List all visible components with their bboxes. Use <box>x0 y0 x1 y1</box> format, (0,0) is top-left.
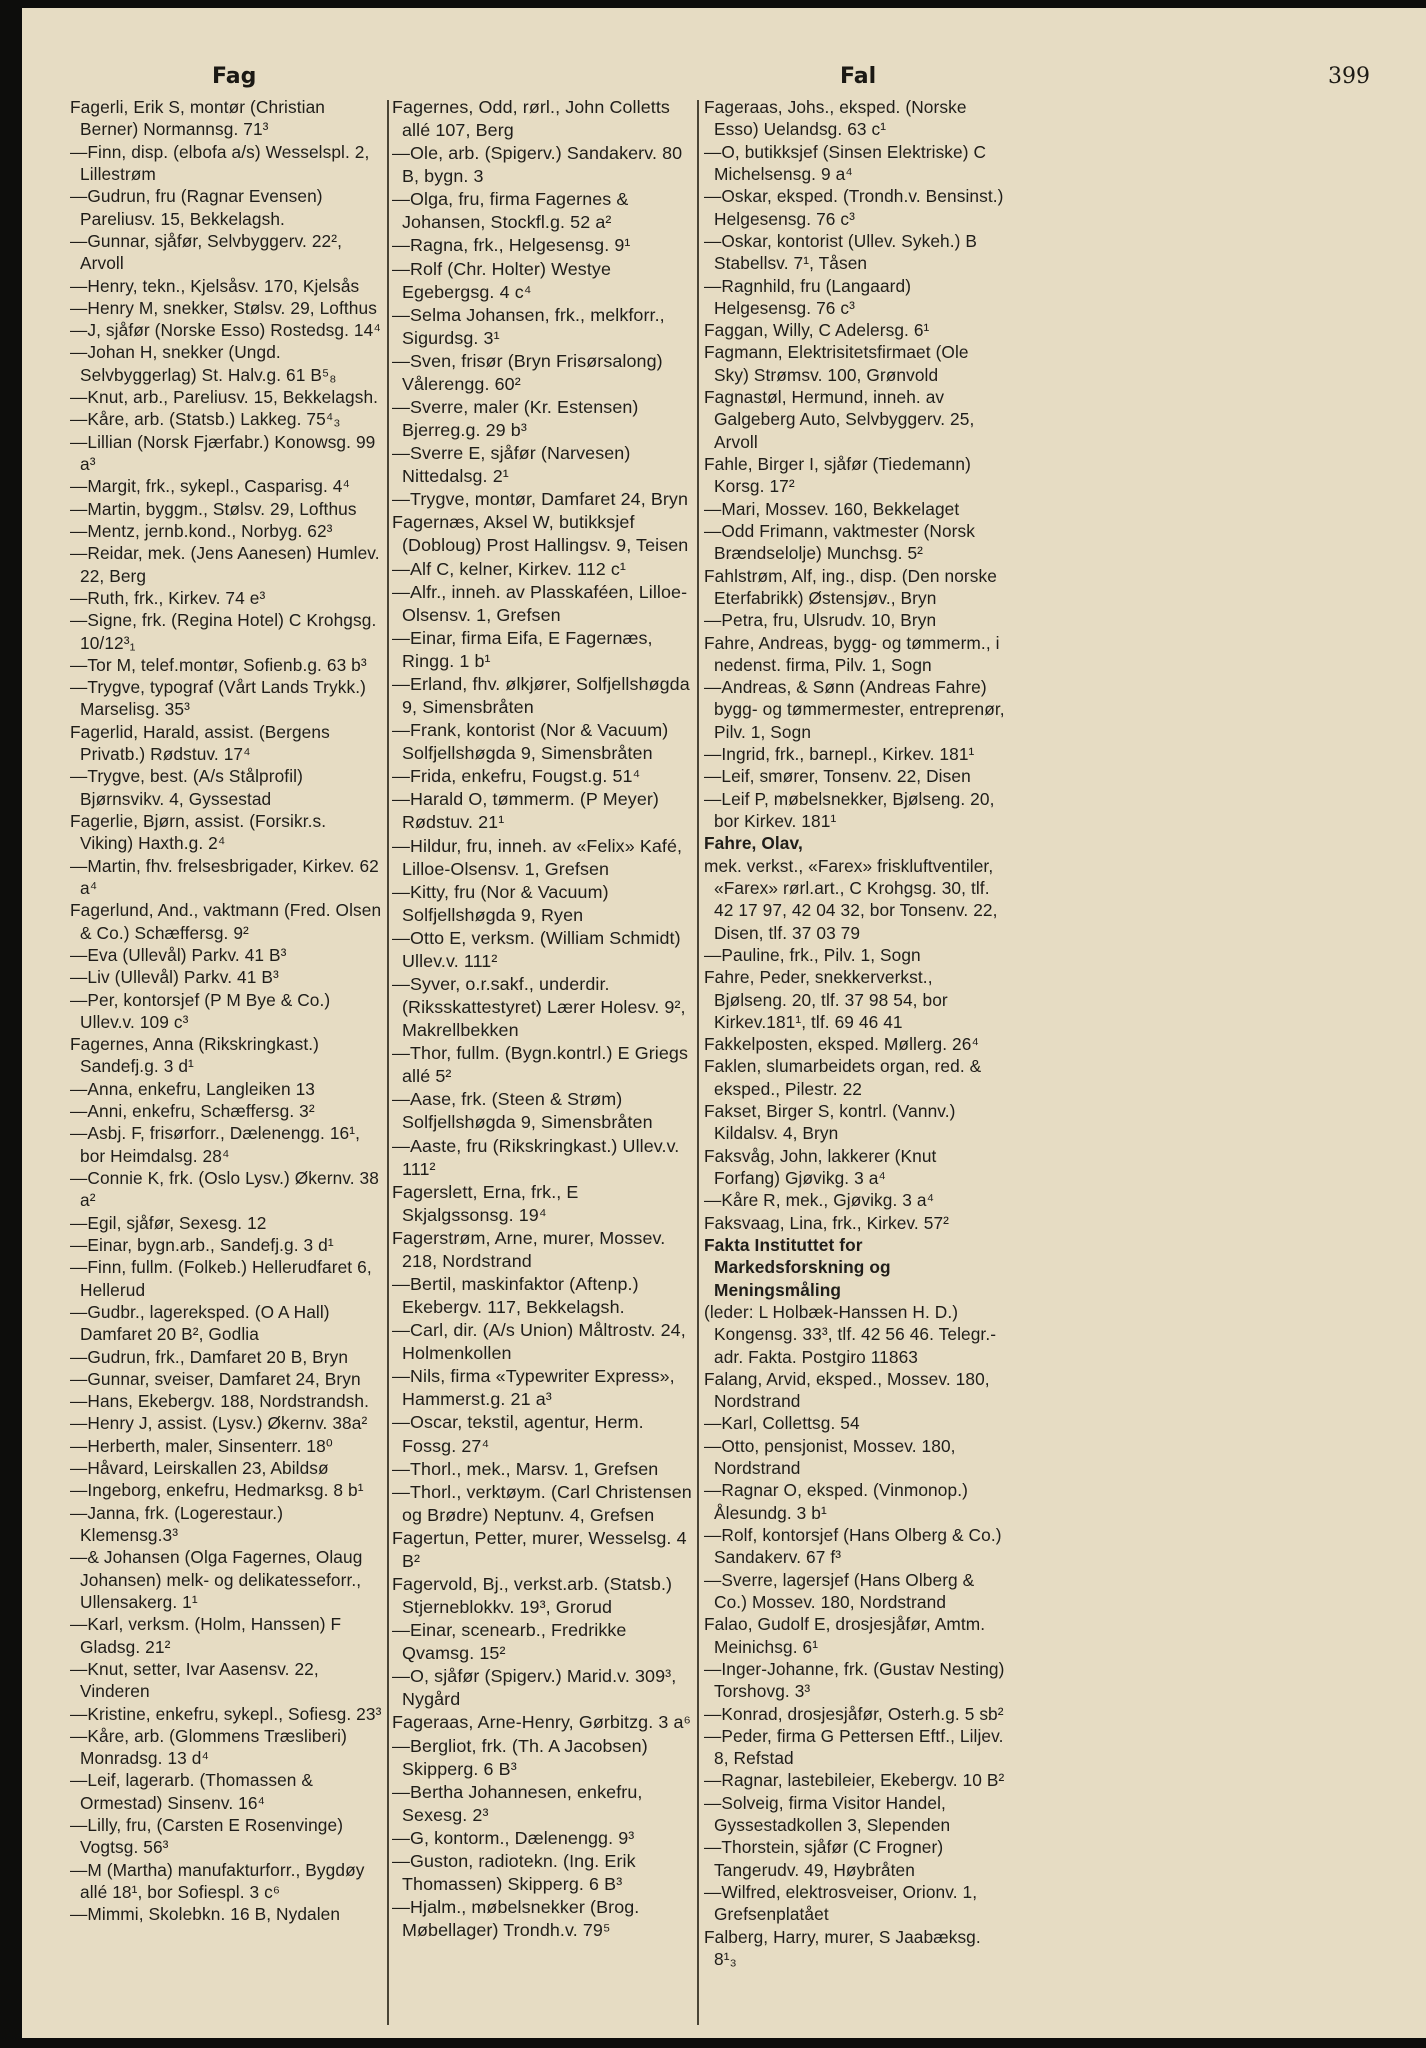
directory-entry: Fagerlid, Harald, assist. (Bergens Privatb.) Rødstuv. 17⁴ <box>70 721 335 765</box>
directory-entry: —Syver, o.r.sakf., underdir. (Riksskattestyret) Lærer Holesv. 9², Makrellbekken <box>392 973 691 1041</box>
directory-entry: —Trygve, typograf (Vårt Lands Trykk.) Marselisg. 35³ <box>70 677 371 720</box>
directory-entry: —Thorl., mek., Marsv. 1, Grefsen <box>392 1458 659 1479</box>
directory-entry: Fagerli, Erik S, montør (Christian Berner) Normannsg. 71³ <box>70 97 330 140</box>
directory-entry: Fakset, Birger S, kontrl. (Vannv.) Kildalsv. 4, Bryn <box>704 1101 961 1144</box>
directory-entry: Fagerlie, Bjørn, assist. (Forsikr.s. Viking) Haxth.g. 2⁴ <box>70 811 332 854</box>
directory-entry: Fahle, Birger I, sjåfør (Tiedemann) Korsg. 17² <box>704 454 976 497</box>
directory-entry: —Signe, frk. (Regina Hotel) C Krohgsg. 10/12³₁ <box>70 610 382 653</box>
directory-entry: —Otto, pensjonist, Mossev. 180, Nordstrand <box>704 1435 961 1479</box>
directory-entry: —Ruth, frk., Kirkev. 74 e³ <box>70 587 266 608</box>
column-divider <box>387 100 389 2025</box>
directory-entry: (leder: L Holbæk-Hanssen H. D.) Kongensg. 33³, tlf. 42 56 46. Telegr.-adr. Fakta. Postgiro 11863 <box>704 1301 997 1367</box>
directory-entry: —Thorstein, sjåfør (C Frogner) Tangerudv. 49, Høybråten <box>704 1837 948 1880</box>
directory-entry: —Per, kontorsjef (P M Bye & Co.) Ullev.v. 109 c³ <box>70 989 336 1032</box>
directory-entry: —Ole, arb. (Spigerv.) Sandakerv. 80 B, bygn. 3 <box>392 143 688 187</box>
directory-entry: —Inger-Johanne, frk. (Gustav Nesting) Torshovg. 3³ <box>704 1658 1010 1702</box>
directory-entry: —Ragnar, lastebileier, Ekebergv. 10 B² <box>704 1770 1005 1791</box>
directory-entry: —Aase, frk. (Steen & Strøm) Solfjellshøgda 9, Simensbråten <box>392 1089 653 1133</box>
directory-entry: —Otto E, verksm. (William Schmidt) Ullev.v. 111² <box>392 927 686 971</box>
directory-entry: —Liv (Ullevål) Parkv. 41 B³ <box>70 967 279 988</box>
directory-entry: —Carl, dir. (A/s Union) Måltrostv. 24, Holmenkollen <box>392 1320 691 1364</box>
directory-entry: —Finn, disp. (elbofa a/s) Wesselspl. 2, Lillestrøm <box>70 141 375 184</box>
directory-entry: —Eva (Ullevål) Parkv. 41 B³ <box>70 944 287 965</box>
directory-entry: —G, kontorm., Dælenengg. 9³ <box>392 1827 635 1848</box>
directory-entry: —Karl, verksm. (Holm, Hanssen) F Gladsg. 21² <box>70 1614 347 1657</box>
directory-entry: —& Johansen (Olga Fagernes, Olaug Johansen) melk- og delikatesseforr., Ullensakerg. 1¹ <box>70 1547 368 1612</box>
directory-entry: —Rolf (Chr. Holter) Westye Egebergsg. 4 c⁴ <box>392 258 617 302</box>
directory-entry: —Leif, smører, Tonsenv. 22, Disen <box>704 766 971 787</box>
directory-entry: —Einar, firma Eifa, E Fagernæs, Ringg. 1 b¹ <box>392 627 658 671</box>
directory-entry: Faksvåg, John, lakkerer (Knut Forfang) Gjøvikg. 3 a⁴ <box>704 1145 942 1188</box>
directory-entry: Falberg, Harry, murer, S Jaabæksg. 8¹₃ <box>704 1926 986 1969</box>
directory-entry: Faksvaag, Lina, frk., Kirkev. 57² <box>704 1212 950 1233</box>
directory-entry: Fagerlund, And., vaktmann (Fred. Olsen & Co.) Schæffersg. 9² <box>70 900 387 943</box>
directory-entry: —Bertha Johannesen, enkefru, Sexesg. 2³ <box>392 1781 648 1825</box>
directory-page <box>22 8 1426 2038</box>
directory-entry: —Johan H, snekker (Ungd. Selvbyggerlag) St. Halv.g. 61 B⁵₈ <box>70 342 337 385</box>
column-2 <box>392 96 697 1942</box>
directory-entry: —Bertil, maskinfaktor (Aftenp.) Ekebergv. 117, Bekkelagsh. <box>392 1273 644 1318</box>
directory-entry: —Lilly, fru, (Carsten E Rosenvinge) Vogtsg. 56³ <box>70 1815 348 1858</box>
directory-entry: —Erland, fhv. ølkjører, Solfjellshøgda 9, Simensbråten <box>392 673 695 718</box>
directory-entry: —Ingeborg, enkefru, Hedmarksg. 8 b¹ <box>70 1480 364 1501</box>
directory-entry: —Guston, radiotekn. (Ing. Erik Thomassen) Skipperg. 6 B³ <box>392 1850 641 1895</box>
directory-entry: —Martin, byggm., Stølsv. 29, Lofthus <box>70 498 357 519</box>
running-head-left: Fag <box>212 64 257 89</box>
directory-entry: —Gudrun, frk., Damfaret 20 B, Bryn <box>70 1346 349 1367</box>
directory-entry: —Henry M, snekker, Stølsv. 29, Lofthus <box>70 297 377 318</box>
directory-entry: —Egil, sjåfør, Sexesg. 12 <box>70 1212 267 1233</box>
directory-entry: —Aaste, fru (Rikskringkast.) Ullev.v. 111² <box>392 1135 685 1179</box>
directory-entry: —Mimmi, Skolebkn. 16 B, Nydalen <box>70 1904 341 1925</box>
directory-entry: Fahre, Andreas, bygg- og tømmerm., i nedenst. firma, Pilv. 1, Sogn <box>704 632 1005 675</box>
directory-entry: —Anni, enkefru, Schæffersg. 3² <box>70 1101 315 1122</box>
directory-entry: —Kitty, fru (Nor & Vacuum) Solfjellshøgda 9, Ryen <box>392 881 614 925</box>
directory-entry: —Hjalm., møbelsnekker (Brog. Møbellager) Trondh.v. 79⁵ <box>392 1897 645 1941</box>
directory-entry: —Olga, fru, firma Fagernes & Johansen, Stockfl.g. 52 a² <box>392 189 634 233</box>
directory-entry: —Harald O, tømmerm. (P Meyer) Rødstuv. 21¹ <box>392 789 665 833</box>
directory-entry: —Janna, frk. (Logerestaur.) Klemensg.3³ <box>70 1502 288 1545</box>
directory-entry: —Asbj. F, frisørforr., Dælenengg. 16¹, bor Heimdalsg. 28⁴ <box>70 1123 365 1166</box>
directory-entry: —Henry J, assist. (Lysv.) Økernv. 38a² <box>70 1413 368 1434</box>
directory-entry: —Gunnar, sjåfør, Selvbyggerv. 22², Arvoll <box>70 230 346 274</box>
directory-entry: —Reidar, mek. (Jens Aanesen) Humlev. 22, Berg <box>70 543 385 586</box>
directory-entry: Fakkelposten, eksped. Møllerg. 26⁴ <box>704 1034 979 1055</box>
directory-entry: —Margit, frk., sykepl., Casparisg. 4⁴ <box>70 476 351 497</box>
directory-entry: —Thorl., verktøym. (Carl Christensen og Brødre) Neptunv. 4, Grefsen <box>392 1481 697 1525</box>
directory-entry: —Knut, setter, Ivar Aasensv. 22, Vinderen <box>70 1658 324 1702</box>
directory-entry: —Selma Johansen, frk., melkforr., Sigurdsg. 3¹ <box>392 304 670 348</box>
directory-entry: —Trygve, montør, Damfaret 24, Bryn <box>392 489 689 510</box>
directory-entry: Fagertun, Petter, murer, Wesselsg. 4 B² <box>392 1527 692 1571</box>
directory-entry: Fageraas, Arne-Henry, Gørbitzg. 3 a⁶ <box>392 1712 691 1733</box>
directory-entry: —Karl, Collettsg. 54 <box>704 1413 860 1434</box>
directory-entry: —Kåre, arb. (Statsb.) Lakkeg. 75⁴₃ <box>70 409 341 430</box>
column-1 <box>70 96 387 1926</box>
directory-entry: Fagmann, Elektrisitetsfirmaet (Ole Sky) Strømsv. 100, Grønvold <box>704 342 974 385</box>
directory-entry: —Peder, firma G Pettersen Eftf., Liljev. 8, Refstad <box>704 1725 1009 1769</box>
directory-entry: Fagervold, Bj., verkst.arb. (Statsb.) Stjerneblokkv. 19³, Grorud <box>392 1574 678 1618</box>
directory-entry: —Nils, firma «Typewriter Express», Hammerst.g. 21 a³ <box>392 1366 680 1410</box>
directory-entry: —Mari, Mossev. 160, Bekkelaget <box>704 498 960 519</box>
directory-entry: —Lillian (Norsk Fjærfabr.) Konowsg. 99 a³ <box>70 431 381 474</box>
directory-entry: —Kåre R, mek., Gjøvikg. 3 a⁴ <box>704 1190 935 1211</box>
directory-entry: —Håvard, Leirskallen 23, Abildsø <box>70 1458 329 1479</box>
directory-entry: —Connie K, frk. (Oslo Lysv.) Økernv. 38 a² <box>70 1168 384 1211</box>
directory-entry: —Sven, frisør (Bryn Frisørsalong) Vålerengg. 60² <box>392 350 668 394</box>
directory-entry: —Odd Frimann, vaktmester (Norsk Brændselolje) Munchsg. 5² <box>704 520 980 564</box>
directory-entry: Fakta Instituttet for Markedsforskning og Meningsmåling <box>704 1234 896 1300</box>
directory-entry: Fahlstrøm, Alf, ing., disp. (Den norske Eterfabrikk) Østensjøv., Bryn <box>704 565 1002 608</box>
directory-entry: —Gunnar, sveiser, Damfaret 24, Bryn <box>70 1368 361 1389</box>
directory-entry: —Sverre, maler (Kr. Estensen) Bjerreg.g. 29 b³ <box>392 397 644 441</box>
directory-entry: —Rolf, kontorsjef (Hans Olberg & Co.) Sandakerv. 67 f³ <box>704 1525 1007 1568</box>
running-head-center: Fal <box>840 64 877 89</box>
directory-entry: —Kåre, arb. (Glommens Træsliberi) Monradsg. 13 d⁴ <box>70 1725 352 1769</box>
directory-entry: —Ragnhild, fru (Langaard) Helgesensg. 76 c³ <box>704 275 917 318</box>
directory-entry: —Gudbr., lagereksped. (O A Hall) Damfaret 20 B², Godlia <box>70 1301 335 1345</box>
directory-entry: Fagernes, Odd, rørl., John Colletts allé 107, Berg <box>392 97 676 141</box>
directory-entry: —Hildur, fru, inneh. av «Felix» Kafé, Lilloe-Olsensv. 1, Grefsen <box>392 835 688 879</box>
directory-entry: —Anna, enkefru, Langleiken 13 <box>70 1078 316 1099</box>
directory-entry: —Einar, bygn.arb., Sandefj.g. 3 d¹ <box>70 1234 334 1255</box>
directory-entry: Fahre, Olav, <box>704 833 803 854</box>
directory-entry: Fagernes, Anna (Rikskringkast.) Sandefj.g. 3 d¹ <box>70 1034 324 1077</box>
directory-entry: —Trygve, best. (A/s Stålprofil) Bjørnsvikv. 4, Gyssestad <box>70 766 308 809</box>
directory-entry: —Konrad, drosjesjåfør, Osterh.g. 5 sb² <box>704 1703 1004 1724</box>
directory-entry: Falang, Arvid, eksped., Mossev. 180, Nordstrand <box>704 1368 995 1412</box>
directory-entry: —Oskar, eksped. (Trondh.v. Bensinst.) Helgesensg. 76 c³ <box>704 186 1009 229</box>
directory-entry: Fageraas, Johs., eksped. (Norske Esso) Uelandsg. 63 c¹ <box>704 97 972 140</box>
directory-entry: —Alf C, kelner, Kirkev. 112 c¹ <box>392 558 626 579</box>
directory-entry: —Kristine, enkefru, sykepl., Sofiesg. 23³ <box>70 1703 382 1724</box>
directory-entry: —Thor, fullm. (Bygn.kontrl.) E Griegs allé 5² <box>392 1043 694 1087</box>
directory-entry: —Wilfred, elektrosveiser, Orionv. 1, Grefsenplatået <box>704 1882 983 1925</box>
directory-entry: —Einar, scenearb., Fredrikke Qvamsg. 15² <box>392 1620 632 1664</box>
directory-entry: mek. verkst., «Farex» friskluftventiler, «Farex» rørl.art., C Krohgsg. 30, tlf. 42 17 97, 42 04 32, bor Tonsenv. 22, Disen, tlf. 37 03 79 <box>704 855 1003 943</box>
directory-entry: —Ingrid, frk., barnepl., Kirkev. 181¹ <box>704 744 975 765</box>
directory-entry: Fahre, Peder, snekkerverkst., Bjølseng. 20, tlf. 37 98 54, bor Kirkev.181¹, tlf. 69 46 41 <box>704 967 953 1032</box>
directory-entry: —Henry, tekn., Kjelsåsv. 170, Kjelsås <box>70 275 360 296</box>
directory-entry: Faklen, slumarbeidets organ, red. & eksped., Pilestr. 22 <box>704 1056 987 1099</box>
directory-entry: —M (Martha) manufakturforr., Bygdøy allé 18¹, bor Sofiespl. 3 c⁶ <box>70 1859 370 1902</box>
directory-entry: —Oskar, kontorist (Ullev. Sykeh.) B Stabellsv. 7¹, Tåsen <box>704 230 982 274</box>
directory-entry: Fagerslett, Erna, frk., E Skjalgssonsg. 19⁴ <box>392 1181 584 1225</box>
directory-entry: —Oscar, tekstil, agentur, Herm. Fossg. 27⁴ <box>392 1412 649 1456</box>
directory-entry: Fagernæs, Aksel W, butikksjef (Dobloug) Prost Hallingsv. 9, Teisen <box>392 512 689 556</box>
directory-entry: —Martin, fhv. frelsesbrigader, Kirkev. 62 a⁴ <box>70 855 384 898</box>
directory-entry: —Hans, Ekebergv. 188, Nordstrandsh. <box>70 1391 370 1412</box>
directory-entry: —Frank, kontorist (Nor & Vacuum) Solfjellshøgda 9, Simensbråten <box>392 720 674 764</box>
directory-entry: —O, butikksjef (Sinsen Elektriske) C Michelsensg. 9 a⁴ <box>704 141 992 184</box>
directory-entry: —Finn, fullm. (Folkeb.) Hellerudfaret 6, Hellerud <box>70 1257 377 1300</box>
directory-entry: —Knut, arb., Pareliusv. 15, Bekkelagsh. <box>70 387 379 408</box>
directory-entry: —Sverre E, sjåfør (Narvesen) Nittedalsg. 2¹ <box>392 443 636 487</box>
directory-entry: —Sverre, lagersjef (Hans Olberg & Co.) Mossev. 180, Nordstrand <box>704 1569 980 1612</box>
directory-entry: —Tor M, telef.montør, Sofienb.g. 63 b³ <box>70 654 367 675</box>
directory-entry: —Leif, lagerarb. (Thomassen & Ormestad) Sinsenv. 16⁴ <box>70 1770 318 1813</box>
page-number: 399 <box>1328 64 1370 89</box>
directory-entry: —Ragnar O, eksped. (Vinmonop.) Ålesundg. 3 b¹ <box>704 1480 973 1523</box>
directory-entry: Falao, Gudolf E, drosjesjåfør, Amtm. Meinichsg. 6¹ <box>704 1614 991 1657</box>
directory-entry: —Mentz, jernb.kond., Norbyg. 62³ <box>70 520 333 541</box>
directory-entry: —Solveig, firma Visitor Handel, Gyssestadkollen 3, Slependen <box>704 1792 951 1836</box>
directory-entry: —O, sjåfør (Spigerv.) Marid.v. 309³, Nygård <box>392 1666 682 1710</box>
directory-entry: —J, sjåfør (Norske Esso) Rostedsg. 14⁴ <box>70 320 381 341</box>
directory-entry: Fagnastøl, Hermund, inneh. av Galgeberg Auto, Selvbyggerv. 25, Arvoll <box>704 387 979 452</box>
column-3 <box>704 96 1010 1970</box>
directory-entry: Faggan, Willy, C Adelersg. 6¹ <box>704 320 930 341</box>
directory-entry: —Herberth, maler, Sinsenterr. 18⁰ <box>70 1435 333 1456</box>
directory-entry: —Andreas, & Sønn (Andreas Fahre) bygg- og tømmermester, entreprenør, Pilv. 1, Sogn <box>704 677 1010 742</box>
directory-entry: —Alfr., inneh. av Plasskaféen, Lilloe-Olsensv. 1, Grefsen <box>392 581 688 625</box>
directory-entry: —Gudrun, fru (Ragnar Evensen) Pareliusv. 15, Bekkelagsh. <box>70 186 328 229</box>
directory-entry: —Frida, enkefru, Fougst.g. 51⁴ <box>392 766 641 787</box>
directory-entry: —Petra, fru, Ulsrudv. 10, Bryn <box>704 610 937 631</box>
directory-entry: Fagerstrøm, Arne, murer, Mossev. 218, Nordstrand <box>392 1227 671 1271</box>
directory-entry: —Bergliot, frk. (Th. A Jacobsen) Skipperg. 6 B³ <box>392 1735 653 1779</box>
directory-entry: —Ragna, frk., Helgesensg. 9¹ <box>392 235 631 256</box>
column-divider <box>697 100 699 2025</box>
directory-entry: —Leif P, møbelsnekker, Bjølseng. 20, bor Kirkev. 181¹ <box>704 788 1000 831</box>
directory-entry: —Pauline, frk., Pilv. 1, Sogn <box>704 944 921 965</box>
